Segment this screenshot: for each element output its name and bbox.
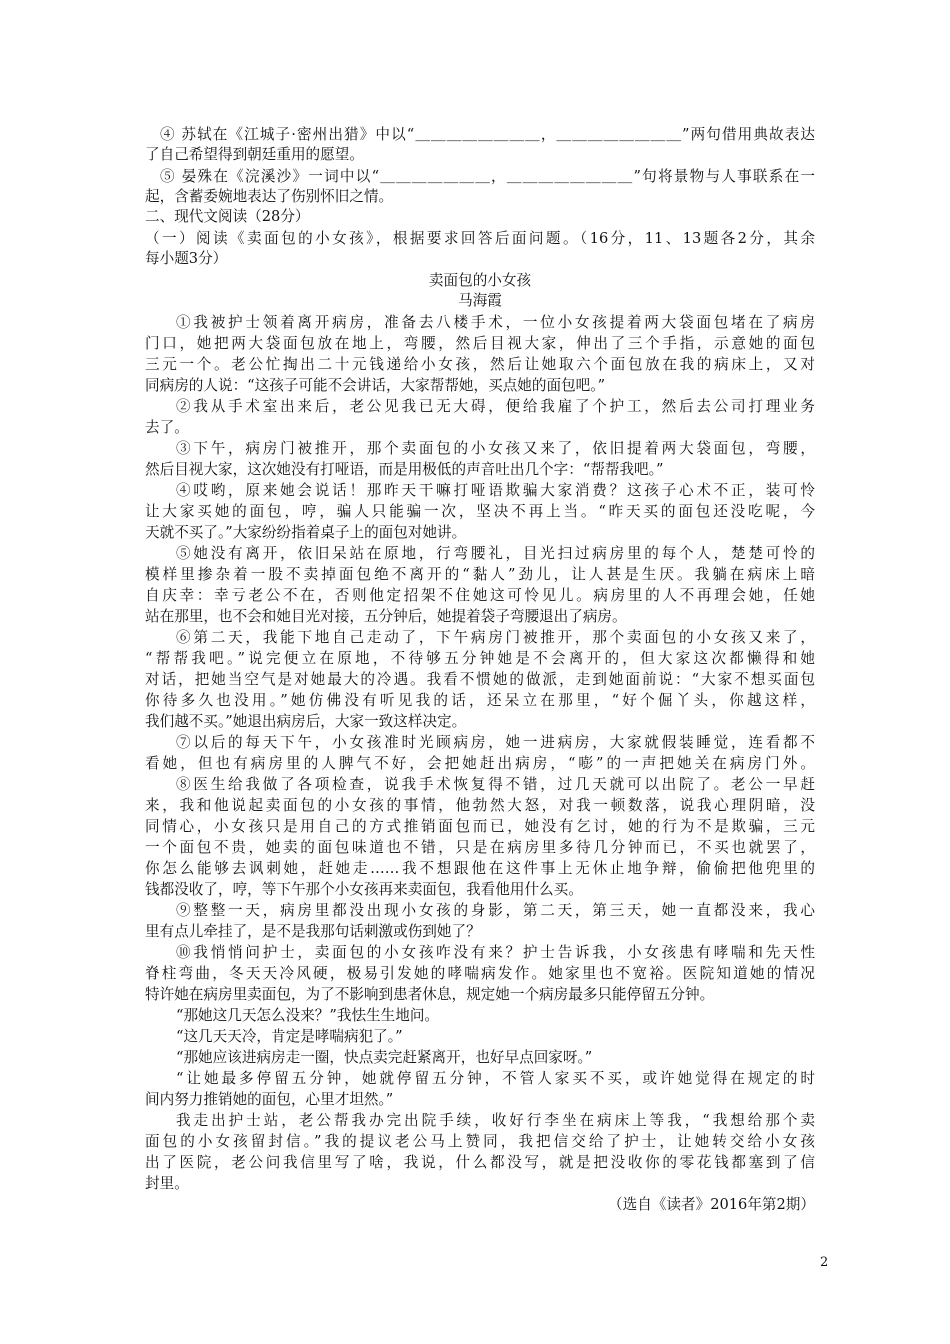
para-line: 对话，把她当空气是对她最大的冷遇。我看不惯她的做派，走到她面前说：“大家不想买面包: [145, 671, 815, 688]
para-line: 来，我和他说起卖面包的小女孩的事情，他勃然大怒，对我一顿数落，说我心理阴暗，没: [145, 797, 815, 814]
dialogue-line: “那她应该进病房走一圈，快点卖完赶紧离开，也好早点回家呀。”: [176, 1049, 593, 1066]
para-line: ⑤她没有离开，依旧呆站在原地，行弯腰礼，目光扫过病房里的每个人，楚楚可怜的: [176, 545, 815, 562]
para-line: ⑨整整一天，病房里都没出现小女孩的身影，第二天，第三天，她一直都没来，我心: [176, 902, 815, 919]
para-line: 看她，但也有病房里的人脾气不好，会把她赶出病房，“嘭”的一声把她关在病房门外。: [145, 755, 815, 772]
line-07: 每小题3分）: [145, 250, 228, 267]
source-citation: （选自《读者》2016年第2期）: [608, 1196, 815, 1213]
para-line: 天就不买了。”大家纷纷指着桌子上的面包对她讲。: [145, 524, 467, 541]
para-line: ③下午，病房门被推开，那个卖面包的小女孩又来了，依旧提着两大袋面包，弯腰，: [176, 440, 815, 457]
para-line: ②我从手术室出来后，老公见我已无大碍，便给我雇了个护工，然后去公司打理业务: [176, 398, 815, 415]
para-line: 去了。: [145, 419, 189, 436]
para-line: ①我被护士领着离开病房，准备去八楼手术，一位小女孩提着两大袋面包堵在了病房: [176, 314, 815, 331]
para-line: 你待多久也没用。”她仿佛没有听见我的话，还呆立在那里，“好个倔丫头，你越这样，: [145, 692, 815, 709]
para-line: 让大家买她的面包，哼，骗人只能骗一次，坚决不再上当。“昨天买的面包还没吃呢，今: [145, 503, 815, 520]
para-line: 门口，她把两大袋面包放在地上，弯腰，然后目视大家，伸出了三个手指，示意她的面包: [145, 335, 815, 352]
para-line: 出了医院，老公问我信里写了啥，我说，什么都没写，就是把没收你的零花钱都塞到了信: [145, 1154, 815, 1171]
para-line: ⑩我悄悄问护士，卖面包的小女孩咋没有来？护士告诉我，小女孩患有哮喘和先天性: [176, 944, 815, 961]
para-line: 封里。: [145, 1175, 189, 1192]
para-line: 里有点儿牵挂了，是不是我那句话刺激或伤到她了？: [145, 923, 481, 940]
para-line: 三元一个。老公忙掏出二十元钱递给小女孩，然后让她取六个面包放在我的病床上，又对: [145, 356, 815, 373]
para-line: 我走出护士站，老公帮我办完出院手续，收好行李坐在病床上等我，“我想给那个卖: [176, 1112, 815, 1129]
article-author: 马海霞: [458, 292, 502, 309]
para-line: 特许她在病房里卖面包，为了不影响到患者休息，规定她一个病房最多只能停留五分钟。: [145, 986, 715, 1003]
para-line: 模样里掺杂着一股不卖掉面包绝不离开的“黏人”劲儿，让人甚是生厌。我躺在病床上暗: [145, 566, 815, 583]
article-title: 卖面包的小女孩: [428, 272, 532, 289]
line-06: （一）阅读《卖面包的小女孩》，根据要求回答后面问题。（16分，11、13题各2分，其余: [145, 230, 815, 247]
dialogue-line: “那她这几天怎么没来？”我怯生生地问。: [176, 1007, 440, 1024]
para-line: 脊柱弯曲，冬天天冷风硬，极易引发她的哮喘病发作。她家里也不宽裕。医院知道她的情况: [145, 965, 815, 982]
line-03: ⑤ 晏殊在《浣溪沙》一词中以“＿＿＿＿＿＿＿，＿＿＿＿＿＿＿＿”句将景物与人事联系在一: [160, 168, 815, 185]
para-line: 我们越不买。”她退出病房后，大家一致这样决定。: [145, 713, 467, 730]
para-line: 站在那里，也不会和她目光对接，五分钟后，她提着袋子弯腰退出了病房。: [145, 608, 627, 625]
para-line: “帮帮我吧。”说完便立在原地，不待够五分钟她是不会离开的，但大家这次都懒得和她: [145, 650, 815, 667]
para-line: 面包的小女孩留封信。”我的提议老公马上赞同，我把信交给了护士，让她转交给小女孩: [145, 1133, 815, 1150]
line-04: 起，含蓄委婉地表达了伤别怀旧之情。: [145, 188, 394, 205]
section-heading: 二、现代文阅读（28分）: [145, 208, 310, 225]
para-line: 然后目视大家，这次她没有打哑语，而是用极低的声音吐出几个字：“帮帮我吧。”: [145, 461, 664, 478]
line-01: ④ 苏轼在《江城子·密州出猎》中以“＿＿＿＿＿＿＿＿，＿＿＿＿＿＿＿＿”两句借用典故表达: [160, 126, 815, 143]
dialogue-line: “让她最多停留五分钟，她就停留五分钟，不管人家买不买，或许她觉得在规定的时: [176, 1070, 815, 1087]
para-line: 一个面包不贵，她卖的面包味道也不错，只是在病房里多待几分钟而已，不买也就罢了，: [145, 839, 815, 856]
page-number: 2: [820, 1255, 829, 1270]
para-line: ④哎哟，原来她会说话！那昨天干嘛打哑语欺骗大家消费？这孩子心术不正，装可怜: [176, 482, 815, 499]
dialogue-line: 间内努力推销她的面包，心里才坦然。”: [145, 1091, 394, 1108]
dialogue-line: “这几天天冷，肯定是哮喘病犯了。”: [176, 1028, 403, 1045]
para-line: 同情心，小女孩只是用自己的方式推销面包而已，她没有乞讨，她的行为不是欺骗，三元: [145, 818, 815, 835]
para-line: 同病房的人说：“这孩子可能不会讲话，大家帮帮她，买点她的面包吧。”: [145, 377, 606, 394]
para-line: 自庆幸：幸亏老公不在，否则他定招架不住她这可怜见儿。病房里的人不再理会她，任她: [145, 587, 815, 604]
para-line: ⑥第二天，我能下地自己走动了，下午病房门被推开，那个卖面包的小女孩又来了，: [176, 629, 815, 646]
para-line: ⑧医生给我做了各项检查，说我手术恢复得不错，过几天就可以出院了。老公一早赶: [176, 776, 815, 793]
para-line: 钱都没收了，哼，等下午那个小女孩再来卖面包，我看他用什么买。: [145, 881, 583, 898]
line-02: 了自己希望得到朝廷重用的愿望。: [145, 146, 364, 163]
para-line: ⑦以后的每天下午，小女孩准时光顾病房，她一进病房，大家就假装睡觉，连看都不: [176, 734, 815, 751]
para-line: 你怎么能够去讽刺她，赶她走……我不想跟他在这件事上无休止地争辩，偷偷把他兜里的: [145, 860, 815, 877]
